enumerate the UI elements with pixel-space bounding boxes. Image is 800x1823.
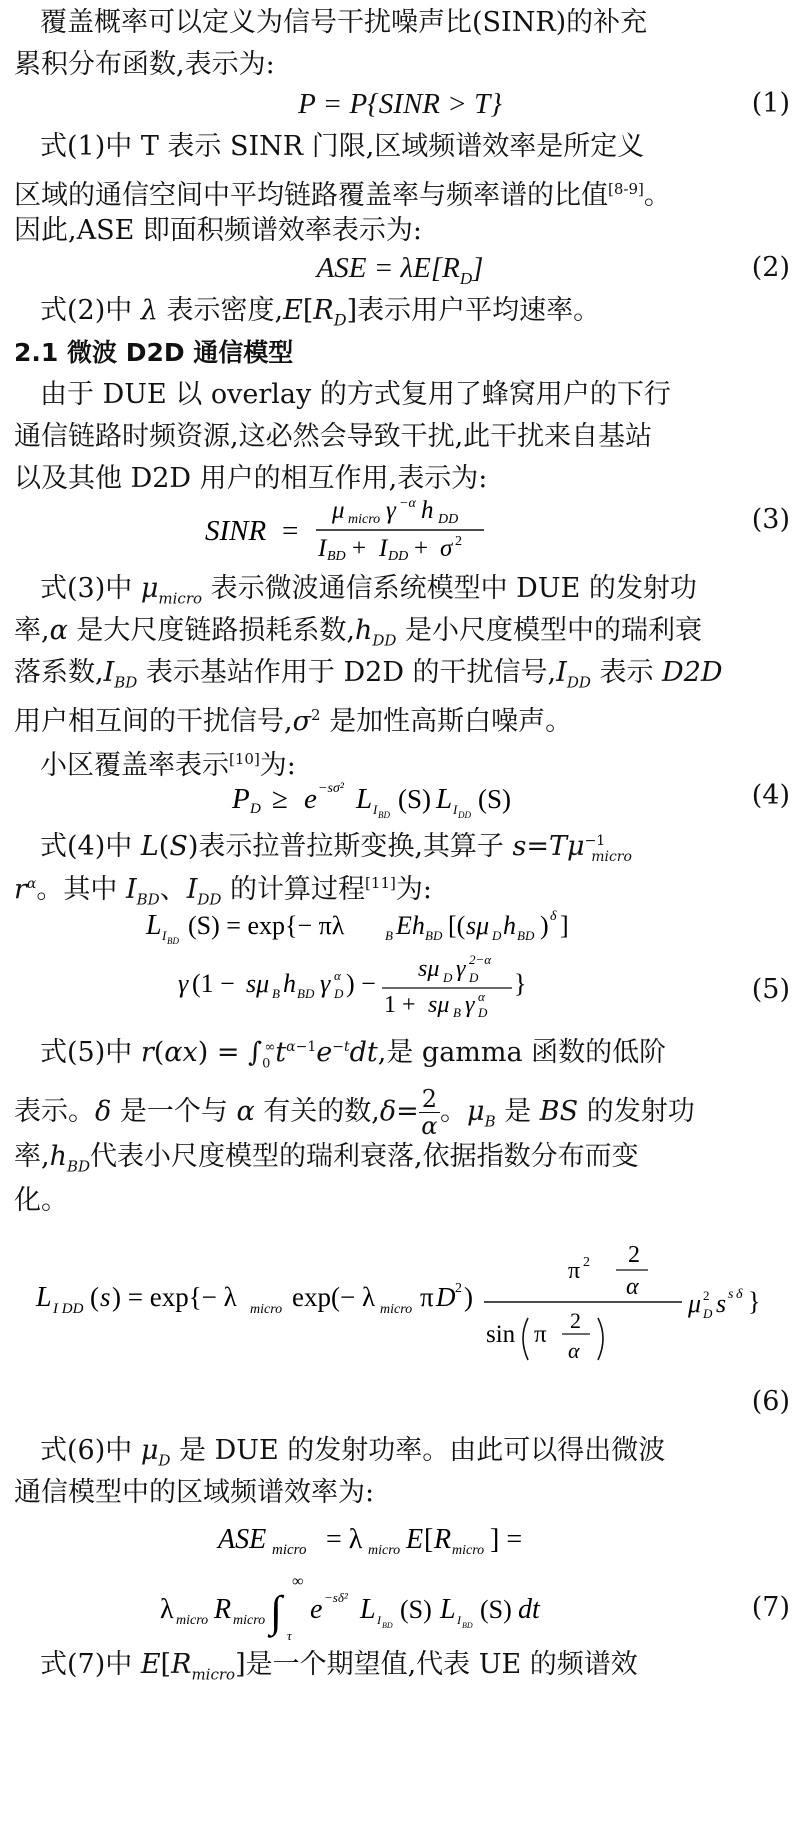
svg-text:micro: micro [250, 1302, 283, 1317]
svg-text:Eh: Eh [396, 911, 425, 940]
svg-text:DD: DD [438, 512, 459, 527]
svg-text:DD: DD [388, 549, 409, 562]
svg-text:sμ: sμ [466, 911, 490, 940]
svg-text:I: I [373, 802, 378, 817]
svg-text:(S): (S) [400, 1595, 432, 1624]
body-line: 区域的通信空间中平均链路覆盖率与频率谱的比值[8-9]。 [14, 180, 671, 211]
body-line: 式(3)中 $\mu_{micro}$ 表示微波通信系统模型中 DUE 的发射功 [40, 573, 697, 608]
svg-text:e: e [304, 783, 317, 815]
body-line: 小区覆盖率表示[10]为: [40, 750, 296, 781]
svg-text:I: I [453, 802, 458, 817]
svg-text:): ) [464, 1282, 473, 1312]
body-line: 通信链路时频资源,这必然会导致干扰,此干扰来自基站 [14, 421, 653, 452]
svg-text:(S): (S) [480, 1595, 512, 1624]
svg-text:D: D [334, 986, 344, 1001]
body-line: 式(7)中 $E[R_{micro}]$是一个期望值,代表 UE 的频谱效 [40, 1649, 638, 1684]
svg-text:[(: [( [448, 911, 466, 940]
svg-text:] =: ] = [490, 1524, 523, 1555]
svg-text:α: α [626, 1274, 639, 1300]
equation-number: (4) [751, 780, 790, 811]
equation-number: (5) [751, 974, 790, 1005]
svg-text:sμ: sμ [428, 992, 450, 1018]
svg-text:α: α [334, 968, 341, 983]
svg-text:L: L [440, 1594, 456, 1625]
equation-7 [0, 1514, 800, 1649]
svg-text:) = exp{− λ: ) = exp{− λ [112, 1282, 237, 1312]
body-line: 式(6)中 $\mu_D$ 是 DUE 的发射功率。由此可以得出微波 [40, 1435, 666, 1470]
svg-text:) −: ) − [346, 969, 376, 998]
svg-text:(S): (S) [478, 784, 511, 814]
svg-text:micro: micro [380, 1302, 413, 1317]
svg-text:2−α: 2−α [469, 952, 492, 967]
svg-text:γ: γ [178, 969, 189, 998]
body-line: 化。 [14, 1185, 68, 1216]
svg-text:P: P [232, 783, 250, 815]
svg-text:(S) = exp{− πλ: (S) = exp{− πλ [188, 911, 345, 940]
svg-text:sin: sin [486, 1321, 516, 1348]
svg-text:+: + [414, 535, 429, 562]
svg-text:π: π [568, 1258, 581, 1284]
svg-text:micro: micro [272, 1542, 307, 1558]
svg-text:R: R [214, 1594, 232, 1625]
equation-number: (6) [751, 1386, 790, 1417]
svg-text:sμ: sμ [418, 956, 440, 982]
section-heading: 2.1 微波 D2D 通信模型 [14, 338, 294, 367]
body-line: 落系数$,I_{BD}$ 表示基站作用于 D2D 的干扰信号$,I_{DD}$ 表示 D2D [14, 657, 723, 692]
body-line: 率$,h_{BD}$代表小尺度模型的瑞利衰落,依据指数分布而变 [14, 1141, 639, 1176]
svg-text:BD: BD [297, 986, 315, 1001]
svg-text:μ: μ [688, 1289, 702, 1318]
svg-text:sμ: sμ [246, 969, 270, 998]
svg-text:(S): (S) [398, 784, 431, 814]
svg-text:L: L [146, 910, 162, 941]
svg-text:α: α [568, 1338, 580, 1363]
svg-text:I: I [377, 1613, 381, 1627]
svg-text:1 +: 1 + [384, 992, 416, 1018]
body-line: 式(5)中 $r(\alpha x) = \int_0^\infty t^{\alpha-1}e^{-t}dt$,是 gamma 函数的低阶 [40, 1037, 667, 1072]
body-line: 式(4)中 L(S)表示拉普拉斯变换,其算子 $s=T\mu^{-1}_{micro}$ [40, 831, 632, 866]
svg-text:BD: BD [425, 928, 443, 943]
svg-text:): ) [540, 911, 549, 940]
svg-text:(: ( [90, 1282, 99, 1312]
svg-text:L: L [356, 783, 373, 815]
svg-text:h: h [503, 911, 516, 940]
equation-3 [0, 496, 800, 567]
svg-text:=: = [282, 515, 299, 547]
svg-text:B: B [453, 1005, 461, 1018]
equation-1: P = P{SINR > T} [298, 88, 502, 120]
svg-text:γ: γ [465, 992, 475, 1018]
body-line: 率,α 是大尺度链路损耗系数$,h_{DD}$ 是小尺度模型中的瑞利衰 [14, 615, 703, 650]
svg-text:micro: micro [348, 512, 381, 527]
svg-text:micro: micro [452, 1543, 485, 1558]
svg-text:B: B [385, 928, 393, 943]
svg-text:h: h [283, 969, 296, 998]
body-line: 以及其他 D2D 用户的相互作用,表示为: [14, 463, 488, 494]
svg-text:micro: micro [233, 1613, 266, 1628]
svg-text:}: } [514, 969, 527, 998]
svg-text:D: D [703, 1306, 713, 1321]
svg-text:I DD: I DD [53, 1301, 84, 1317]
svg-text:= λ: = λ [326, 1524, 363, 1555]
svg-text:s: s [716, 1289, 727, 1318]
equation-number: (7) [751, 1592, 790, 1623]
svg-text:λ: λ [160, 1594, 174, 1625]
svg-text:E: E [406, 1524, 424, 1555]
svg-text:ASE: ASE [218, 1524, 267, 1555]
body-line: 由于 DUE 以 overlay 的方式复用了蜂窝用户的下行 [40, 379, 671, 410]
svg-text:π: π [534, 1321, 547, 1348]
body-line: $r^\alpha$。其中 $I_{BD}$、$I_{DD}$ 的计算过程[11]为: [14, 874, 432, 909]
svg-text:σ: σ [440, 535, 453, 562]
svg-text:L: L [436, 783, 453, 815]
svg-text:s: s [728, 1287, 734, 1302]
svg-text:s: s [100, 1282, 111, 1312]
svg-text:2: 2 [455, 1281, 462, 1296]
svg-text:γ: γ [320, 969, 331, 998]
body-line: 用户相互间的干扰信号$,\sigma^2$ 是加性高斯白噪声。 [14, 706, 573, 737]
svg-text:I: I [318, 535, 327, 562]
svg-text:L: L [36, 1282, 52, 1313]
svg-text:]: ] [560, 911, 569, 940]
svg-text:h: h [421, 497, 434, 524]
svg-text:2: 2 [628, 1242, 640, 1268]
body-line: 覆盖概率可以定义为信号干扰噪声比(SINR)的补充 [40, 7, 648, 38]
svg-text:+: + [352, 535, 367, 562]
equation-number: (3) [751, 504, 790, 535]
svg-text:2: 2 [570, 1308, 581, 1333]
svg-text:D: D [492, 928, 502, 943]
equation-6 [0, 1238, 800, 1375]
svg-text:exp(− λ: exp(− λ [292, 1282, 376, 1312]
svg-text:D: D [436, 1282, 456, 1312]
svg-text:D: D [443, 970, 453, 985]
svg-text:e: e [310, 1594, 323, 1625]
svg-text:BD: BD [382, 1621, 393, 1630]
body-line: 累积分布函数,表示为: [14, 49, 275, 80]
svg-text:micro: micro [368, 1543, 401, 1558]
svg-text:micro: micro [176, 1613, 209, 1628]
svg-text:γ: γ [386, 497, 396, 524]
svg-text:BD: BD [167, 936, 179, 946]
equation-number: (1) [751, 88, 790, 119]
svg-text:BD: BD [378, 810, 390, 820]
svg-text:α: α [478, 989, 485, 1004]
svg-text:I: I [162, 928, 167, 943]
svg-text:τ: τ [287, 1628, 292, 1643]
svg-text:dt: dt [518, 1594, 540, 1625]
svg-text:2: 2 [583, 1255, 590, 1270]
svg-text:∞: ∞ [292, 1573, 304, 1590]
svg-text:δ: δ [550, 909, 557, 924]
svg-text:I: I [457, 1613, 461, 1627]
svg-text:B: B [272, 986, 280, 1001]
svg-text:[: [ [424, 1524, 434, 1555]
svg-text:−sσ²: −sσ² [318, 781, 344, 796]
svg-text:}: } [748, 1287, 761, 1316]
equation-5 [0, 900, 800, 1023]
svg-text:2: 2 [703, 1288, 710, 1303]
svg-text:DD: DD [458, 810, 471, 820]
body-line: 通信模型中的区域频谱效率为: [14, 1477, 375, 1508]
svg-text:−sδ²: −sδ² [324, 1590, 348, 1605]
svg-text:D: D [250, 801, 261, 817]
equation-4 [0, 776, 800, 825]
svg-text:γ: γ [456, 956, 466, 982]
svg-text:δ: δ [736, 1287, 743, 1302]
svg-text:2: 2 [455, 534, 462, 549]
svg-text:≥: ≥ [272, 783, 288, 815]
svg-text:BD: BD [327, 549, 346, 562]
svg-text:SINR: SINR [205, 515, 267, 547]
svg-text:I: I [379, 535, 388, 562]
svg-text:L: L [360, 1594, 376, 1625]
svg-text:−α: −α [399, 496, 416, 511]
body-line: 因此,ASE 即面积频谱效率表示为: [14, 215, 422, 246]
body-line: 表示。δ 是一个与 α 有关的数,δ= $\frac{2}{\alpha}$ 。$\mu_B$ 是 BS 的发射功 [14, 1085, 695, 1140]
svg-text:R: R [434, 1524, 452, 1555]
svg-text:∫: ∫ [270, 1587, 283, 1636]
equation-2: ASE = $\lambda E[R_D]$ [316, 252, 484, 288]
svg-text:μ: μ [332, 497, 345, 524]
svg-text:BD: BD [462, 1621, 473, 1630]
body-line: 式(2)中 λ 表示密度$,E[R_D]$表示用户平均速率。 [40, 295, 601, 330]
svg-text:D: D [469, 970, 479, 985]
svg-text:D: D [478, 1005, 488, 1018]
svg-text:(1 −: (1 − [192, 969, 235, 998]
body-line: 式(1)中 T 表示 SINR 门限,区域频谱效率是所定义 [40, 131, 645, 162]
svg-text:BD: BD [517, 928, 535, 943]
equation-number: (2) [751, 252, 790, 283]
svg-text:π: π [420, 1282, 434, 1312]
